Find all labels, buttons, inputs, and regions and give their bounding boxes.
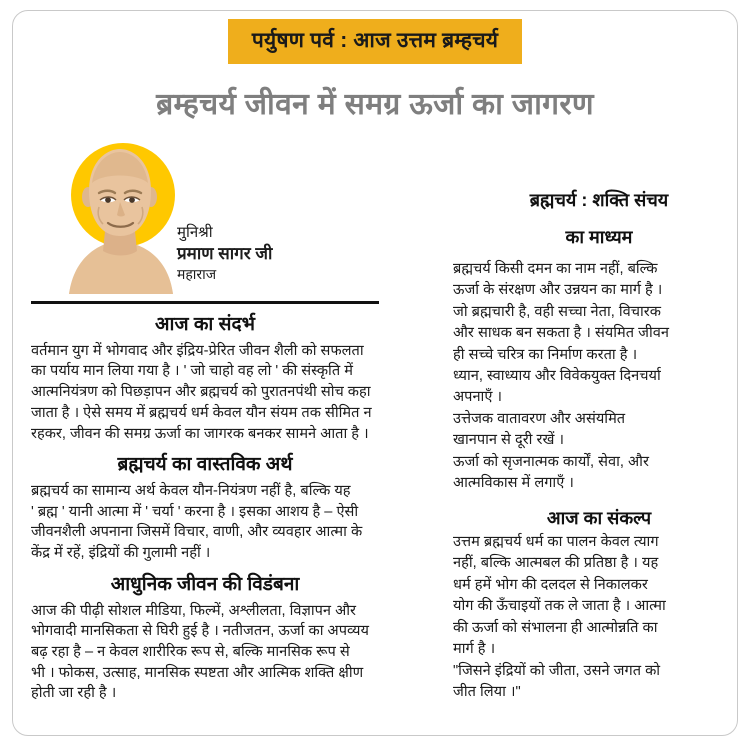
section-energy-accumulation [453, 189, 745, 495]
portrait-row [31, 139, 379, 297]
body-line: ब्रह्मचर्य का सामान्य अर्थ केवल यौन-नियंत्रण नहीं है, बल्कि यह [31, 482, 351, 499]
section-heading-line-2: का माध्यम [565, 227, 633, 248]
festival-banner: पर्युषण पर्व : आज उत्तम ब्रम्हचर्य [228, 19, 522, 64]
left-column [31, 139, 379, 704]
section-body [31, 481, 379, 564]
section-modern-irony [31, 573, 379, 704]
article-card [12, 10, 738, 736]
body-line: "जिसने इंद्रियों को जीता, उसने जगत को [453, 662, 661, 679]
body-line: वर्तमान युग में भोगवाद और इंद्रिय-प्रेरित जीवन शैली को सफलता [31, 342, 364, 359]
caption-line-3: महाराज [177, 266, 217, 283]
section-heading: आधुनिक जीवन की विडंबना [110, 573, 300, 595]
page-title: ब्रम्हचर्य जीवन में समग्र ऊर्जा का जागरण [156, 88, 594, 121]
right-column [453, 189, 745, 703]
section-real-meaning [31, 453, 379, 564]
body-line: बढ़ रहा है – न केवल शारीरिक रूप से, बल्कि मानसिक रूप से [31, 643, 350, 660]
body-line: ही सच्चे चरित्र का निर्माण करता है । [453, 346, 638, 363]
section-body [453, 259, 745, 495]
body-line: योग की ऊँचाइयों तक ले जाता है । आत्मा [453, 598, 666, 615]
body-line: आत्मनियंत्रण को पिछड़ापन और ब्रह्मचर्य को पुरातनपंथी सोच कहा [31, 384, 371, 401]
portrait-caption [177, 223, 377, 284]
body-line: खानपान से दूरी रखें । [453, 432, 565, 449]
section-heading: आज का संकल्प [546, 507, 652, 528]
monk-portrait [59, 139, 181, 294]
body-line: आत्मविकास में लगाएँ । [453, 475, 574, 492]
monk-illustration [59, 139, 181, 294]
body-line: केंद्र में रहें, इंद्रियों की गुलामी नहीं । [31, 545, 211, 562]
body-line: उत्तेजक वातावरण और असंयमित [453, 410, 626, 427]
caption-line-1: मुनिश्री [177, 224, 213, 241]
section-body [31, 601, 379, 705]
body-line: और साधक बन सकता है । संयमित जीवन [453, 325, 669, 342]
body-line: अपनाएँ । [453, 389, 502, 406]
body-line: जो ब्रह्मचारी है, वही सच्चा नेता, विचारक [453, 303, 661, 320]
section-body [31, 341, 379, 445]
body-line: जीत लिया ।" [453, 684, 521, 701]
body-line: नहीं, बल्कि आत्मबल की प्रतिष्ठा है । यह [453, 555, 659, 572]
body-line: मार्ग है । [453, 641, 496, 658]
body-line: भी । फोकस, उत्साह, मानसिक स्पष्टता और आत्मिक शक्ति क्षीण [31, 664, 364, 681]
body-line: ऊर्जा के संरक्षण और उन्नयन का मार्ग है । [453, 282, 663, 299]
section-todays-resolve [453, 507, 745, 704]
body-line: धर्म हमें भोग की दलदल से निकालकर [453, 576, 648, 593]
section-heading: ब्रह्मचर्य का वास्तविक अर्थ [117, 454, 293, 476]
body-line: जीवनशैली अपनाना जिसमें विचार, वाणी, और व्यवहार आत्मा के [31, 524, 363, 541]
body-line: होती जा रही है । [31, 685, 117, 702]
body-line: भोगवादी मानसिकता से घिरी हुई है । नतीजतन, ऊर्जा का अपव्यय [31, 623, 369, 640]
section-heading: आज का संदर्भ [155, 314, 255, 335]
body-line: उत्तम ब्रह्मचर्य धर्म का पालन केवल त्याग [453, 533, 659, 550]
section-body [453, 532, 745, 704]
body-line: रहकर, जीवन की समग्र ऊर्जा का जागरक बनकर सामने आता है । [31, 425, 369, 442]
body-line: की ऊर्जा को संभालना ही आत्मोन्नति का [453, 619, 658, 636]
body-line: ब्रह्मचर्य किसी दमन का नाम नहीं, बल्कि [453, 260, 658, 277]
body-line: आज की पीढ़ी सोशल मीडिया, फिल्में, अश्लीलता, विज्ञापन और [31, 602, 356, 619]
body-line: ध्यान, स्वाध्याय और विवेकयुक्त दिनचर्या [453, 367, 661, 384]
body-line: का पर्याय मान लिया गया है । ' जो चाहो वह लो ' की संस्कृति में [31, 363, 353, 380]
section-heading-line-1: ब्रह्मचर्य : शक्ति संचय [529, 190, 669, 210]
section-divider [31, 301, 379, 304]
body-line: ऊर्जा को सृजनात्मक कार्यों, सेवा, और [453, 453, 649, 470]
body-line: जाता है । ऐसे समय में ब्रह्मचर्य धर्म केवल यौन संयम तक सीमित न [31, 404, 372, 421]
banner-container [13, 19, 737, 64]
body-line: ' ब्रह्म ' यानी आत्मा में ' चर्या ' करना है । इसका आशय है – ऐसी [31, 503, 359, 520]
caption-line-2: प्रमाण सागर जी [177, 243, 273, 263]
section-today-context [31, 313, 379, 444]
